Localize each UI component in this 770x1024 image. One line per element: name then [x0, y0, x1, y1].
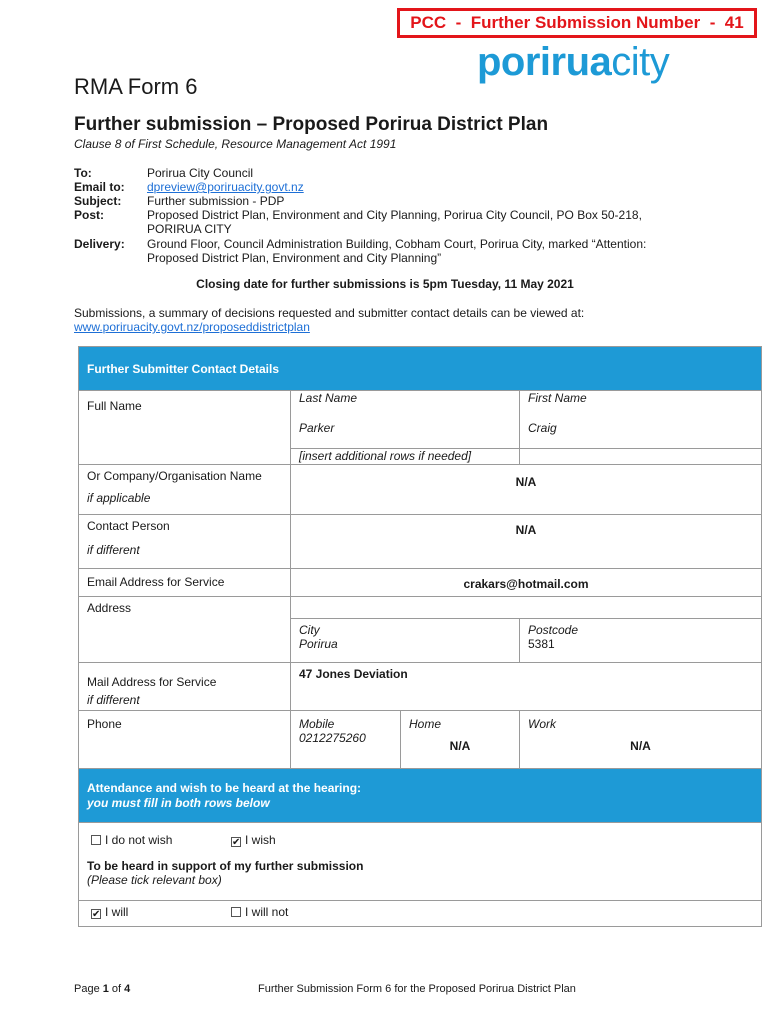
last-name-value: Parker [299, 421, 335, 435]
home-phone-label: Home [409, 717, 442, 731]
closing-date: Closing date for further submissions is 5pm Tuesday, 11 May 2021 [196, 277, 574, 291]
city-field[interactable] [291, 619, 520, 663]
page-number: 1 [102, 983, 109, 995]
logo-text-bold: porirua [477, 40, 612, 84]
home-phone-field[interactable] [401, 711, 520, 769]
email-service-field[interactable]: crakars@hotmail.com [291, 569, 762, 597]
wish-label: I wish [245, 833, 276, 847]
clause-reference: Clause 8 of First Schedule, Resource Management Act 1991 [74, 137, 397, 151]
full-name-label: Full Name [79, 391, 291, 465]
page-prefix: Page [74, 983, 103, 995]
contact-person-label: Contact Person [87, 519, 170, 533]
hearing-wish-row [79, 823, 762, 901]
do-not-wish-checkbox[interactable] [91, 835, 101, 845]
postcode-value: 5381 [528, 637, 555, 651]
company-sub: if applicable [87, 491, 151, 505]
support-sub: (Please tick relevant box) [87, 873, 222, 887]
mobile-value: 0212275260 [299, 731, 366, 745]
postcode-label: Postcode [528, 623, 579, 637]
city-label: City [299, 623, 320, 637]
work-phone-field[interactable] [520, 711, 762, 769]
contact-person-label-cell [79, 515, 291, 569]
wish-option[interactable] [231, 833, 276, 847]
will-not-option[interactable] [231, 905, 288, 919]
meta-subject-key: Subject: [74, 194, 122, 208]
meta-delivery-line-1: Ground Floor, Council Administration Building, Cobham Court, Porirua City, marked “Attention: [147, 237, 647, 251]
meta-post-line-1: Proposed District Plan, Environment and City Planning, Porirua City Council, PO Box 50-218, [147, 208, 642, 222]
will-option[interactable] [91, 905, 128, 919]
porirua-city-logo [477, 40, 669, 85]
contact-details-header: Further Submitter Contact Details [79, 347, 762, 391]
page-of: of [108, 983, 125, 995]
hearing-header-sub: you must fill in both rows below [87, 795, 270, 810]
mobile-label: Mobile [299, 717, 335, 731]
form-label: RMA Form 6 [74, 74, 198, 99]
meta-to-value: Porirua City Council [147, 166, 254, 180]
submissions-note-text: Submissions, a summary of decisions requested and submitter contact details can be viewed at: [74, 306, 585, 320]
city-value: Porirua [299, 637, 338, 651]
meta-to-key: To: [74, 166, 92, 180]
do-not-wish-label: I do not wish [105, 833, 173, 847]
email-service-label: Email Address for Service [79, 569, 291, 597]
hearing-header-title: Attendance and wish to be heard at the hearing: [87, 780, 362, 795]
first-name-label: First Name [528, 391, 587, 405]
will-label: I will [105, 905, 129, 919]
mail-address-label: Mail Address for Service [87, 675, 217, 689]
address-line-field[interactable] [291, 597, 762, 619]
insert-rows-note: [insert additional rows if needed] [291, 449, 520, 465]
email-link[interactable]: dpreview@poriruacity.govt.nz [147, 180, 304, 194]
page-indicator [74, 983, 130, 995]
will-checkbox[interactable]: ✔ [92, 909, 101, 920]
will-options [87, 905, 753, 923]
do-not-wish-option[interactable] [91, 833, 172, 847]
submission-number-stamp: PCC - Further Submission Number - 41 [397, 8, 757, 38]
work-phone-value: N/A [630, 739, 651, 753]
contact-person-sub: if different [87, 543, 140, 557]
work-phone-label: Work [528, 717, 556, 731]
page-title: Further submission – Proposed Porirua District Plan [74, 114, 549, 135]
company-field[interactable]: N/A [291, 465, 762, 515]
meta-post-key: Post: [74, 208, 104, 222]
postcode-field[interactable] [520, 619, 762, 663]
company-label-cell [79, 465, 291, 515]
logo-text-light: city [611, 40, 670, 84]
meta-subject-value: Further submission - PDP [147, 194, 285, 208]
district-plan-link[interactable]: www.poriruacity.govt.nz/proposeddistrictplan [74, 320, 310, 334]
mail-address-sub: if different [87, 693, 140, 707]
meta-post-value [147, 208, 707, 236]
mail-address-field[interactable]: 47 Jones Deviation [291, 663, 762, 711]
will-not-label: I will not [245, 905, 289, 919]
page-total: 4 [124, 983, 131, 995]
submitter-form-table [78, 346, 762, 927]
submissions-note [74, 306, 694, 334]
home-phone-value: N/A [449, 739, 471, 753]
footer-document-name: Further Submission Form 6 for the Proposed Porirua District Plan [258, 983, 576, 995]
meta-delivery-value [147, 237, 707, 265]
meta-delivery-key: Delivery: [74, 237, 125, 251]
insert-rows-blank [520, 449, 762, 465]
meta-post-line-2: PORIRUA CITY [147, 222, 232, 236]
last-name-label: Last Name [299, 391, 358, 405]
will-not-checkbox[interactable] [231, 907, 241, 917]
meta-email-key: Email to: [74, 180, 125, 194]
first-name-value: Craig [528, 421, 557, 435]
mail-address-label-cell [79, 663, 291, 711]
last-name-field[interactable] [291, 391, 520, 449]
wish-options [87, 833, 753, 851]
wish-checkbox[interactable]: ✔ [232, 837, 241, 848]
mobile-field[interactable] [291, 711, 401, 769]
hearing-header [79, 769, 762, 823]
company-label: Or Company/Organisation Name [87, 469, 262, 483]
hearing-will-row [79, 901, 762, 927]
meta-delivery-line-2: Proposed District Plan, Environment and City Planning” [147, 251, 442, 265]
first-name-field[interactable] [520, 391, 762, 449]
support-label: To be heard in support of my further submission [87, 859, 364, 873]
phone-label: Phone [79, 711, 291, 769]
contact-person-field[interactable]: N/A [291, 515, 762, 569]
address-label: Address [79, 597, 291, 663]
